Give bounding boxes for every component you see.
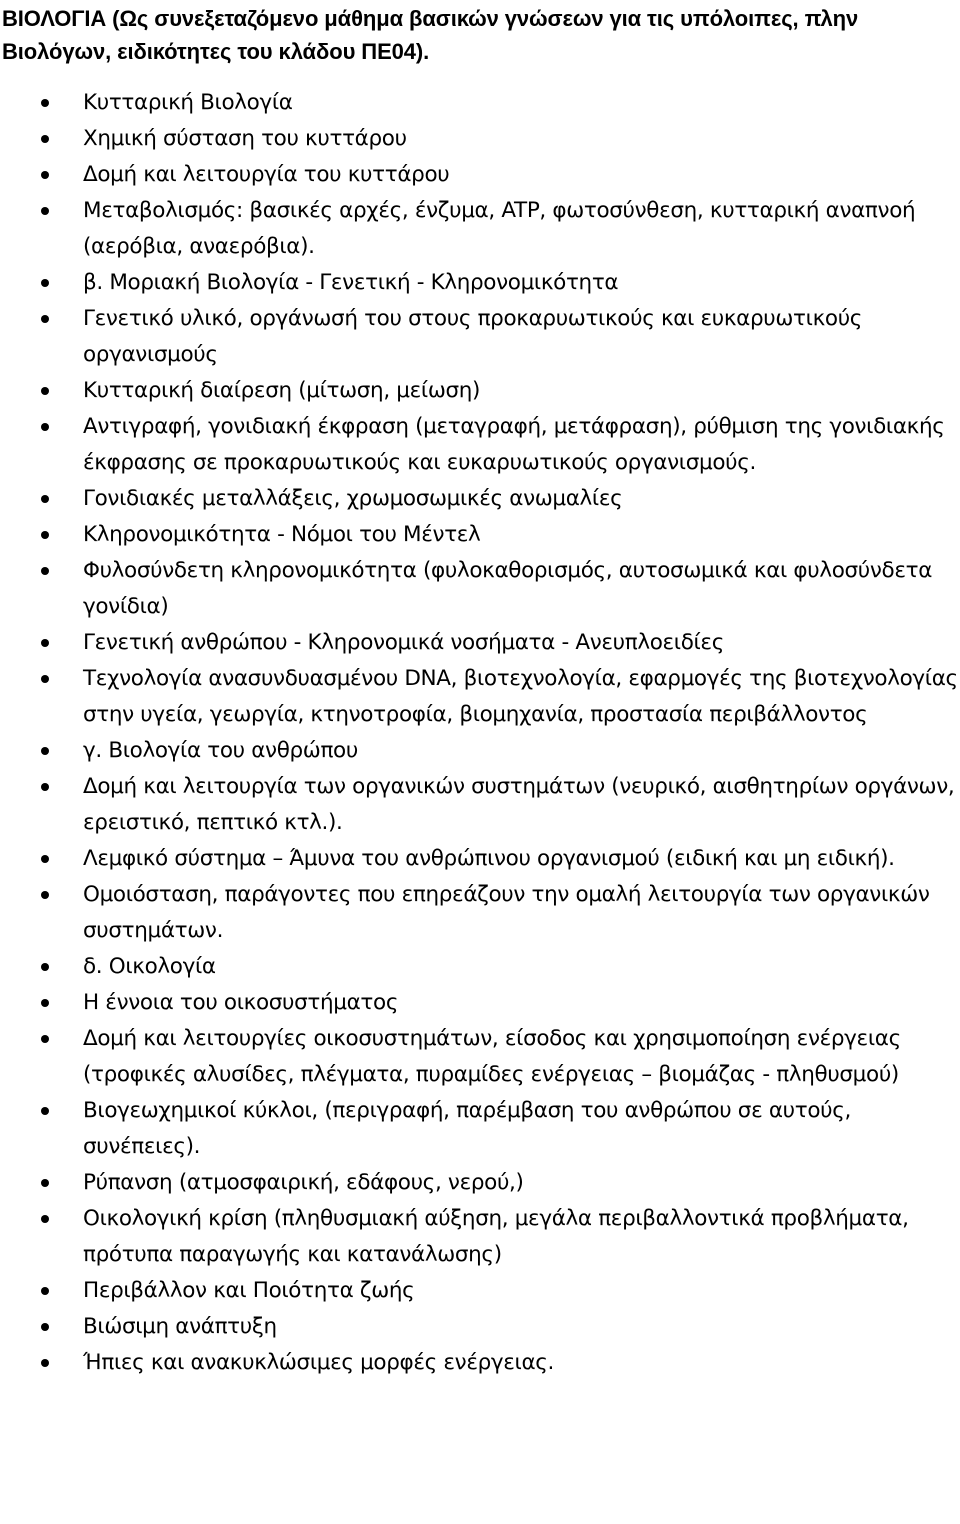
topic-item bbox=[0, 1093, 960, 1165]
bullet-icon bbox=[41, 1179, 49, 1187]
topic-text: Βιογεωχημικοί κύκλοι, (περιγραφή, παρέμβαση του ανθρώπου σε αυτούς, συνέπειες). bbox=[83, 1098, 851, 1159]
topic-item bbox=[0, 949, 960, 985]
topic-text: β. Μοριακή Βιολογία - Γενετική - Κληρονομικότητα bbox=[83, 270, 619, 295]
bullet-icon bbox=[41, 639, 49, 647]
topic-item bbox=[0, 481, 960, 517]
topic-text: Τεχνολογία ανασυνδυασμένου DNA, βιοτεχνολογία, εφαρμογές της βιοτεχνολογίας στην υγεία, γεωργία, κτηνοτροφία, βιομηχανία, προστασία περιβάλλοντος bbox=[83, 666, 958, 727]
topic-item bbox=[0, 1165, 960, 1201]
topic-text: Οικολογική κρίση (πληθυσμιακή αύξηση, μεγάλα περιβαλλοντικά προβλήματα, πρότυπα παραγωγής και κατανάλωσης) bbox=[83, 1206, 909, 1267]
topic-item bbox=[0, 841, 960, 877]
topic-item bbox=[0, 85, 960, 121]
topic-item bbox=[0, 121, 960, 157]
topic-item bbox=[0, 301, 960, 373]
bullet-icon bbox=[41, 783, 49, 791]
bullet-icon bbox=[41, 999, 49, 1007]
topic-text: Γονιδιακές μεταλλάξεις, χρωμοσωμικές ανωμαλίες bbox=[83, 486, 623, 511]
bullet-icon bbox=[41, 855, 49, 863]
bullet-icon bbox=[41, 207, 49, 215]
topic-text: Φυλοσύνδετη κληρονομικότητα (φυλοκαθορισμός, αυτοσωμικά και φυλοσύνδετα γονίδια) bbox=[83, 558, 933, 619]
topic-item bbox=[0, 1309, 960, 1345]
topic-item bbox=[0, 985, 960, 1021]
topic-item bbox=[0, 1345, 960, 1381]
document-heading: ΒΙΟΛΟΓΙΑ (Ως συνεξεταζόμενο μάθημα βασικών γνώσεων για τις υπόλοιπες, πλην Βιολόγων, ειδικότητες του κλάδου ΠΕ04). bbox=[2, 6, 859, 64]
topic-list bbox=[0, 85, 960, 1381]
bullet-icon bbox=[41, 387, 49, 395]
bullet-icon bbox=[41, 963, 49, 971]
topic-item bbox=[0, 1273, 960, 1309]
bullet-icon bbox=[41, 279, 49, 287]
topic-text: Η έννοια του οικοσυστήματος bbox=[83, 990, 399, 1015]
bullet-icon bbox=[41, 567, 49, 575]
bullet-icon bbox=[41, 675, 49, 683]
bullet-icon bbox=[41, 1215, 49, 1223]
topic-item bbox=[0, 1021, 960, 1093]
topic-text: Λεμφικό σύστημα – Άμυνα του ανθρώπινου οργανισμού (ειδική και μη ειδική). bbox=[83, 846, 895, 871]
topic-text: Χημική σύσταση του κυττάρου bbox=[83, 126, 407, 151]
topic-text: Μεταβολισμός: βασικές αρχές, ένζυμα, ATP, φωτοσύνθεση, κυτταρική αναπνοή (αερόβια, αναερόβια). bbox=[83, 198, 916, 259]
topic-item bbox=[0, 193, 960, 265]
bullet-icon bbox=[41, 423, 49, 431]
bullet-icon bbox=[41, 1359, 49, 1367]
topic-text: Γενετικό υλικό, οργάνωσή του στους προκαρυωτικούς και ευκαρυωτικούς οργανισμούς bbox=[83, 306, 863, 367]
bullet-icon bbox=[41, 1107, 49, 1115]
topic-text: γ. Βιολογία του ανθρώπου bbox=[83, 738, 358, 763]
topic-text: Κυτταρική Βιολογία bbox=[83, 90, 293, 115]
topic-item bbox=[0, 373, 960, 409]
bullet-icon bbox=[41, 495, 49, 503]
topic-item bbox=[0, 1201, 960, 1273]
topic-text: Κυτταρική διαίρεση (μίτωση, μείωση) bbox=[83, 378, 481, 403]
topic-text: Ομοιόσταση, παράγοντες που επηρεάζουν την ομαλή λειτουργία των οργανικών συστημάτων. bbox=[83, 882, 930, 943]
topic-item bbox=[0, 769, 960, 841]
bullet-icon bbox=[41, 1035, 49, 1043]
bullet-icon bbox=[41, 315, 49, 323]
topic-item bbox=[0, 625, 960, 661]
topic-text: Δομή και λειτουργία του κυττάρου bbox=[83, 162, 450, 187]
bullet-icon bbox=[41, 747, 49, 755]
topic-item bbox=[0, 517, 960, 553]
topic-item bbox=[0, 409, 960, 481]
bullet-icon bbox=[41, 135, 49, 143]
topic-text: Δομή και λειτουργία των οργανικών συστημάτων (νευρικό, αισθητηρίων οργάνων, ερειστικό, πεπτικό κτλ.). bbox=[83, 774, 955, 835]
topic-text: Ρύπανση (ατμοσφαιρική, εδάφους, νερού,) bbox=[83, 1170, 524, 1195]
topic-item bbox=[0, 553, 960, 625]
topic-item bbox=[0, 877, 960, 949]
bullet-icon bbox=[41, 531, 49, 539]
topic-text: Βιώσιμη ανάπτυξη bbox=[83, 1314, 277, 1339]
topic-text: δ. Οικολογία bbox=[83, 954, 216, 979]
topic-item bbox=[0, 265, 960, 301]
topic-text: Αντιγραφή, γονιδιακή έκφραση (μεταγραφή, μετάφραση), ρύθμιση της γονιδιακής έκφρασης σε προκαρυωτικούς και ευκαρυωτικούς οργανισμούς. bbox=[83, 414, 945, 475]
bullet-icon bbox=[41, 1323, 49, 1331]
topic-item bbox=[0, 661, 960, 733]
topic-item bbox=[0, 733, 960, 769]
bullet-icon bbox=[41, 1287, 49, 1295]
topic-text: Περιβάλλον και Ποιότητα ζωής bbox=[83, 1278, 415, 1303]
topic-text: Ήπιες και ανακυκλώσιμες μορφές ενέργειας. bbox=[83, 1350, 555, 1375]
topic-item bbox=[0, 157, 960, 193]
bullet-icon bbox=[41, 891, 49, 899]
topic-text: Δομή και λειτουργίες οικοσυστημάτων, είσοδος και χρησιμοποίηση ενέργειας (τροφικές αλυσίδες, πλέγματα, πυραμίδες ενέργειας – βιομάζας - πληθυσμού) bbox=[83, 1026, 901, 1087]
bullet-icon bbox=[41, 99, 49, 107]
bullet-icon bbox=[41, 171, 49, 179]
topic-text: Κληρονομικότητα - Νόμοι του Μέντελ bbox=[83, 522, 481, 547]
topic-text: Γενετική ανθρώπου - Κληρονομικά νοσήματα - Ανευπλοειδίες bbox=[83, 630, 724, 655]
